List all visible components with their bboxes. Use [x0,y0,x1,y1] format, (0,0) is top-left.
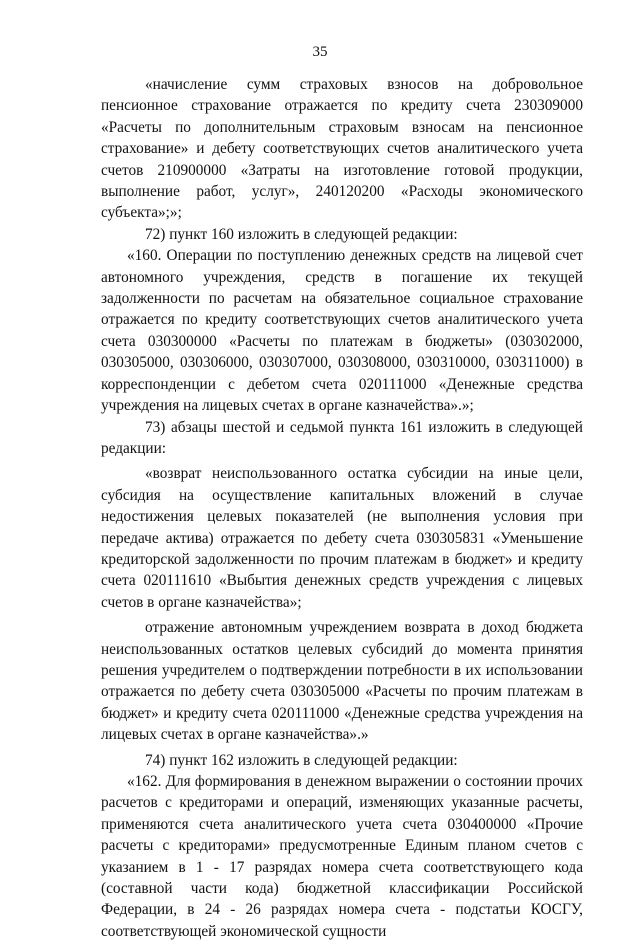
paragraph-accrual-insurance: «начисление сумм страховых взносов на добровольное пенсионное страхование отражается по кредиту счета 230309000 «Расчеты по дополнительным страховым взносам на пенсионное страхование» и дебету соответствующих счетов аналитического учета счетов 210900000 «Затраты на изготовление готовой продукции, выполнение работ, услуг», 240120200 «Расходы экономического субъекта»;»; [101,76,583,222]
paragraph-subsidy-return: «возврат неиспользованного остатка субсидии на иные цели, субсидия на осуществление капитальных вложений в случае недостижения целевых показателей (не выполнения условия при передаче актива) отражается по дебету счета 030305831 «Уменьшение кредиторской задолженности по прочим платежам в бюджет» и кредиту счета 020111610 «Выбытия денежных средств учреждения с лицевых счетов в органе казначейства»; [101,465,583,611]
paragraph-item-73: 73) абзацы шестой и седьмой пункта 161 изложить в следующей редакции: [101,418,583,457]
paragraph-point-160: «160. Операции по поступлению денежных средств на лицевой счет автономного учреждения, средств в погашение их текущей задолженности по расчетам на обязательное социальное страхование отражается по кредиту соответствующих счетов аналитического учета счета 030300000 «Расчеты по платежам в бюджеты» (030302000, 030305000, 030306000, 030307000, 030308000, 030310000, 030311000) в корреспонденции с дебетом счета 020111000 «Денежные средства учреждения на лицевых счетах в органе казначейства».»; [101,247,583,415]
paragraph-item-72: 72) пункт 160 изложить в следующей редакции: [145,225,458,243]
paragraph-autonomous-return: отражение автономным учреждением возврата в доход бюджета неиспользованных остатков целевых субсидий до момента принятия решения учредителем о подтверждении потребности в их использовании отражается по дебету счета 030305000 «Расчеты по прочим платежам в бюджет» и кредиту счета 020111000 «Денежные средства учреждения на лицевых счетах в органе казначейства».» [101,619,583,744]
page-number: 35 [312,44,328,60]
document-body [101,74,583,942]
paragraph-point-162: «162. Для формирования в денежном выражении о состоянии прочих расчетов с кредиторами и операций, изменяющих указанные расчеты, применяются счета аналитического учета счета 030400000 «Прочие расчеты с кредиторами» предусмотренные Единым планом счетов с указанием в 1 - 17 разрядах номера счета соответствующего кода (составной части кода) бюджетной классификации Российской Федерации, в 24 - 26 разрядах номера счета - подстатьи КОСГУ, соответствующей экономической сущности [101,773,583,940]
paragraph-item-74: 74) пункт 162 изложить в следующей редакции: [145,751,458,769]
